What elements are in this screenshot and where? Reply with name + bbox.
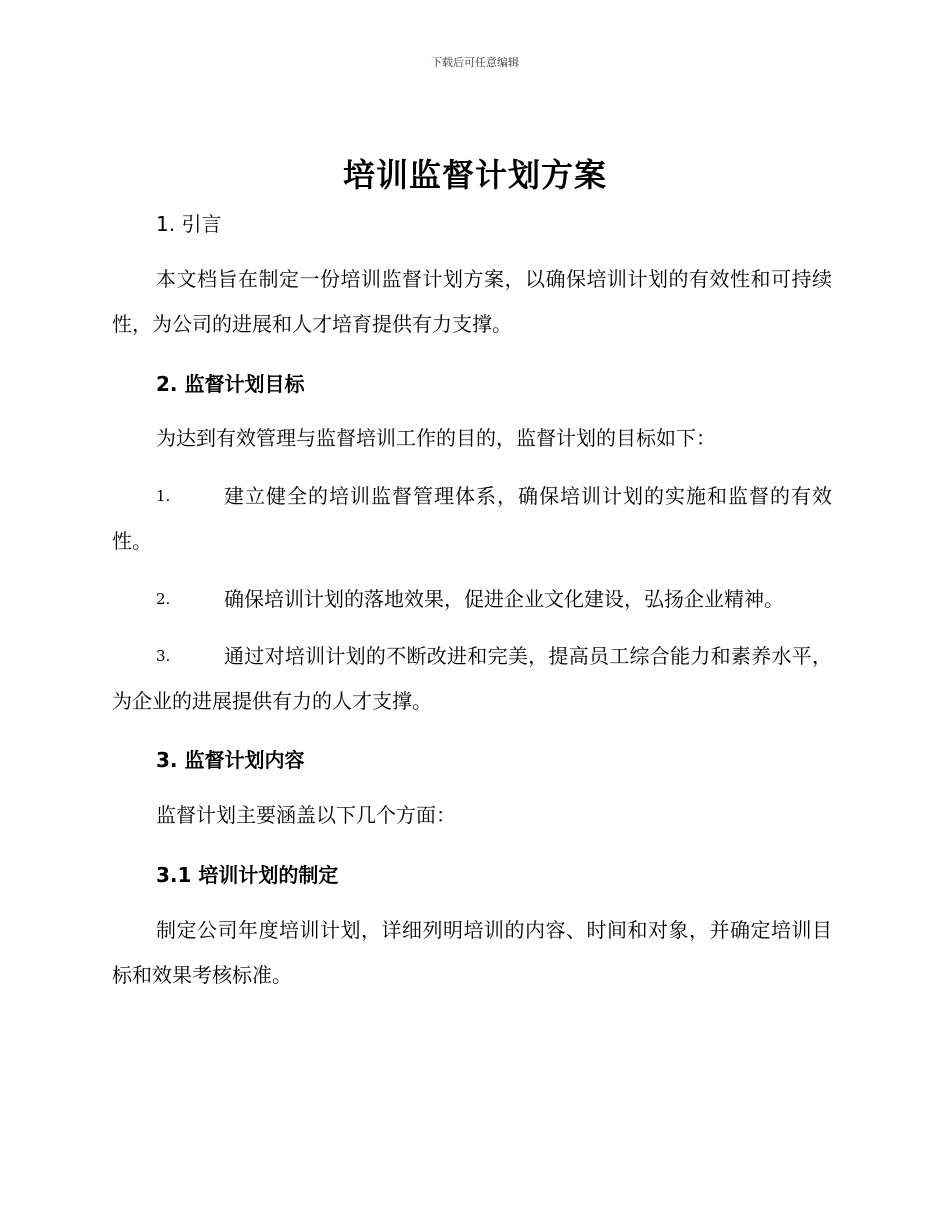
paragraph-introduction: 本文档旨在制定一份培训监督计划方案，以确保培训计划的有效性和可持续性，为公司的进展和人才培育提供有力支撑。 (112, 267, 832, 336)
list-item-text: 通过对培训计划的不断改进和完美，提高员工综合能力和素养水平，为企业的进展提供有力的人才支撑。 (112, 644, 832, 713)
list-item (112, 577, 832, 622)
section-heading-content: 3. 监督计划内容 (156, 748, 305, 772)
paragraph-content-intro: 监督计划主要涵盖以下几个方面： (156, 803, 456, 827)
section-heading-goals: 2. 监督计划目标 (156, 372, 305, 396)
list-item (112, 474, 832, 564)
document-title: 培训监督计划方案 (342, 156, 607, 194)
paragraph-plan-formulation: 制定公司年度培训计划，详细列明培训的内容、时间和对象，并确定培训目标和效果考核标准。 (112, 918, 832, 987)
section-heading-introduction: 1. 引言 (156, 212, 222, 236)
list-item-number: 3. (156, 647, 171, 665)
list-item (112, 634, 832, 724)
header-note: 下载后可任意编辑 (431, 56, 519, 69)
list-item-number: 2. (156, 590, 171, 608)
list-item-text: 建立健全的培训监督管理体系，确保培训计划的实施和监督的有效性。 (112, 484, 832, 553)
list-item-text: 确保培训计划的落地效果，促进企业文化建设，弘扬企业精神。 (224, 587, 784, 611)
subsection-heading-plan-formulation: 3.1 培训计划的制定 (156, 863, 339, 887)
paragraph-goals-intro: 为达到有效管理与监督培训工作的目的，监督计划的目标如下： (156, 426, 716, 450)
list-item-number: 1. (156, 487, 171, 505)
